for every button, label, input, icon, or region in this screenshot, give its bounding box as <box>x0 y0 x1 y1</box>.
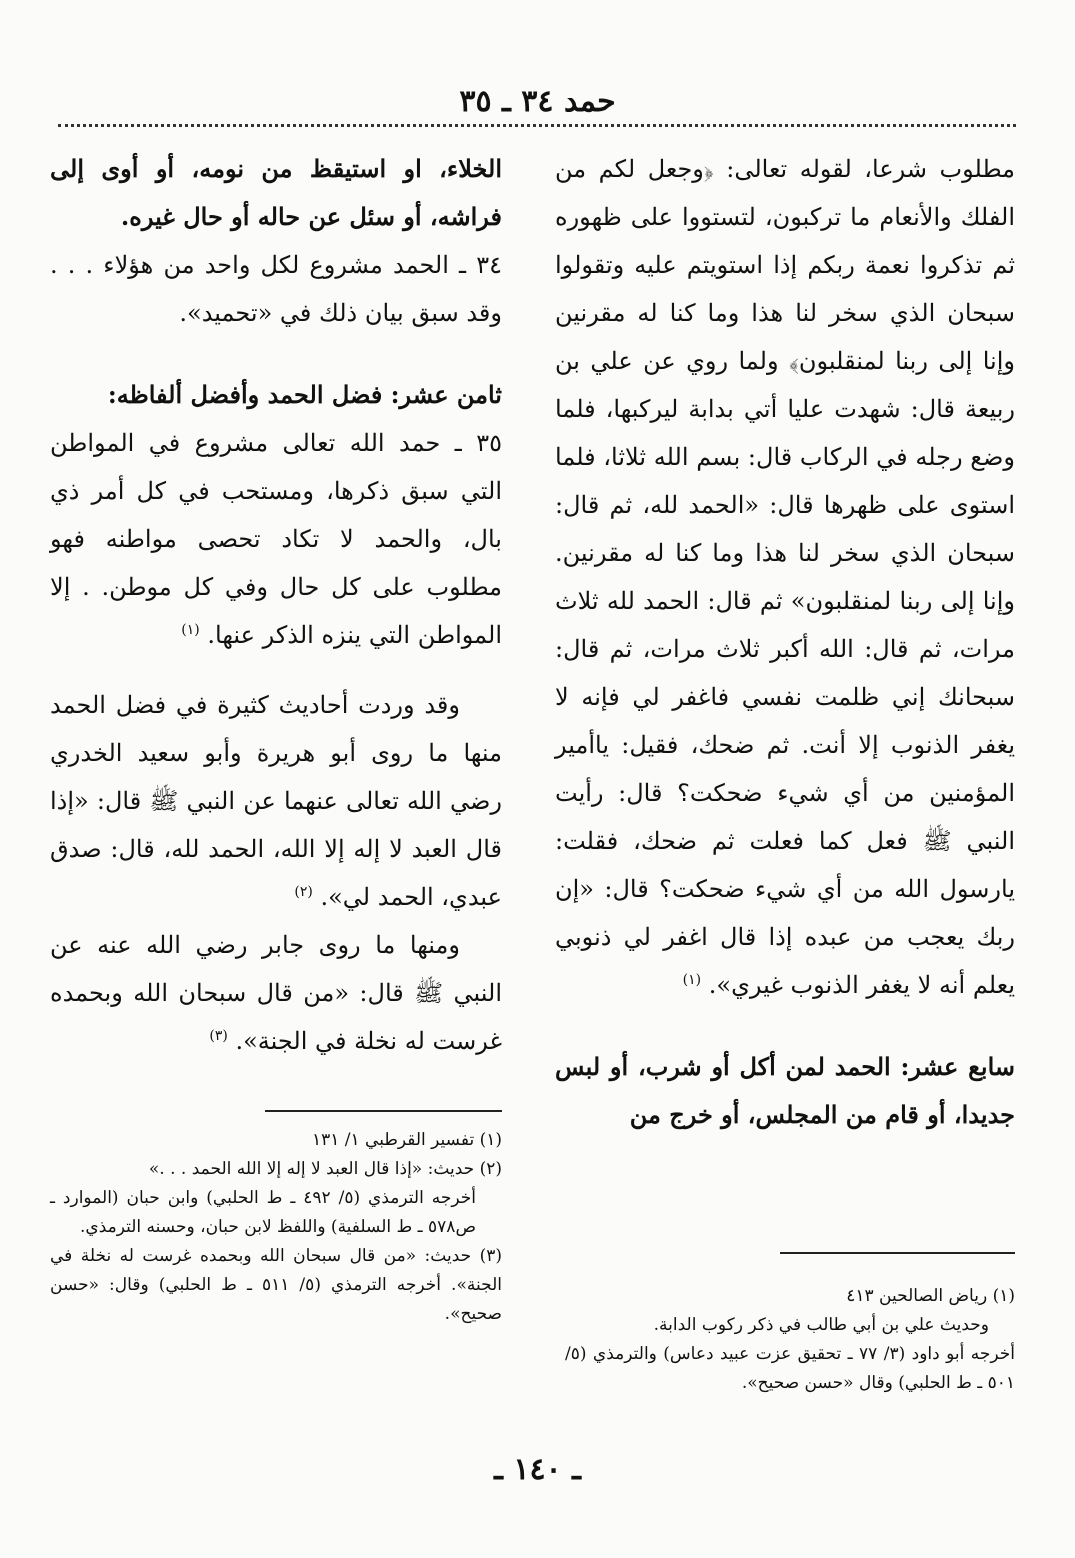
header-dotted-rule <box>58 124 1016 127</box>
footnote-rule-right <box>780 1252 1015 1254</box>
page-number: ـ ١٤٠ ـ <box>494 1452 581 1487</box>
paragraph-quran-verse <box>555 145 1015 1009</box>
footnote-right-2: وحديث علي بن أبي طالب في ذكر ركوب الدابة. <box>653 1315 989 1335</box>
section-heading-18: ثامن عشر: فضل الحمد وأفضل ألفاظه: <box>107 380 502 409</box>
paragraph-35-text: ٣٥ ـ حمد الله تعالى مشروع في المواطن التي سبق ذكرها، ومستحب في كل أمر ذي بال، والحمد لا تكاد تحصى مواطنه فهو مطلوب على كل حال وفي كل موطن. . إلا المواطن التي ينزه الذكر عنها. <box>50 429 502 649</box>
paragraph-hadith-1 <box>50 681 502 921</box>
paragraph-quran-verse-text: مطلوب شرعا، لقوله تعالى: ﴿وجعل لكم من الفلك والأنعام ما تركبون، لتستووا على ظهوره ثم تذكروا نعمة ربكم إذا استويتم عليه وتقولوا سبحان الذي سخر لنا هذا وما كنا له مقرنين وإنا إلى ربنا لمنقلبون﴾ ولما روي عن علي بن ربيعة قال: شهدت عليا أتي بدابة ليركبها، فلما وضع رجله في الركاب قال: بسم الله ثلاثا، فلما استوى على ظهرها قال: «الحمد لله، ثم قال: سبحان الذي سخر لنا هذا وما كنا له مقرنين. وإنا إلى ربنا لمنقلبون» ثم قال: الحمد لله ثلاث مرات، ثم قال: الله أكبر ثلاث مرات، ثم قال: سبحانك إني ظلمت نفسي فاغفر لي فإنه لا يغفر الذنوب إلا أنت. ثم ضحك، فقيل: ياأمير المؤمنين من أي شيء ضحكت؟ قال: رأيت النبي ﷺ فعل كما فعلت ثم ضحك، فقلت: يارسول الله من أي شيء ضحكت؟ قال: «إن ربك يعجب من عبده إذا قال اغفر لي ذنوبي يعلم أنه لا يغفر الذنوب غيري». <box>555 155 1016 999</box>
footnote-marker: (٢) <box>294 884 313 900</box>
paragraph-35 <box>50 419 502 659</box>
footnote-marker: (١) <box>682 972 702 988</box>
paragraph-hadith-2 <box>50 921 502 1065</box>
paragraph-hadith-1-text: وقد وردت أحاديث كثيرة في فضل الحمد منها ما روى أبو هريرة وأبو سعيد الخدري رضي الله تعالى عنهما عن النبي ﷺ قال: «إذا قال العبد لا إله إلا الله، الحمد لله، قال: صدق عبدي، الحمد لي». <box>50 691 502 911</box>
running-header: حمد ٣٤ ـ ٣٥ <box>459 84 616 119</box>
footnote-right-1: (١) رياض الصالحين ٤١٣ <box>846 1286 1015 1306</box>
footnotes-right <box>565 1282 1015 1398</box>
paragraph-34: ٣٤ ـ الحمد مشروع لكل واحد من هؤلاء . . . وقد سبق بيان ذلك في «تحميد». <box>50 251 502 327</box>
footnotes-left <box>50 1126 502 1329</box>
section-heading-17: سابع عشر: الحمد لمن أكل أو شرب، أو لبس جديدا، أو قام من المجلس، أو خرج من <box>555 1052 1015 1129</box>
footnote-left-2: (٢) حديث: «إذا قال العبد لا إله إلا الله الحمد . . .» <box>148 1159 502 1179</box>
footnote-right-3: أخرجه أبو داود (٣/ ٧٧ ـ تحقيق عزت عبيد دعاس) والترمذي (٥/ ٥٠١ ـ ط الحلبي) وقال «حسن صحيح». <box>565 1344 1015 1393</box>
footnote-left-1: (١) تفسير القرطبي ١/ ١٣١ <box>311 1130 502 1150</box>
footnote-rule-left <box>265 1110 502 1112</box>
right-column <box>555 145 1015 1139</box>
left-column <box>50 145 502 1065</box>
section-heading-17-continued: الخلاء، او استيقظ من نومه، أو أوى إلى فراشه، أو سئل عن حاله أو حال غيره. <box>50 154 502 231</box>
footnote-left-2-source: أخرجه الترمذي (٥/ ٤٩٢ ـ ط الحلبي) وابن حبان (الموارد ـ ص٥٧٨ ـ ط السلفية) واللفظ لابن حبان، وحسنه الترمذي. <box>50 1188 476 1237</box>
footnote-marker: (١) <box>181 622 200 638</box>
footnote-left-3: (٣) حديث: «من قال سبحان الله وبحمده غرست له نخلة في الجنة». أخرجه الترمذي (٥/ ٥١١ ـ ط الحلبي) وقال: «حسن صحيح». <box>50 1246 502 1324</box>
paragraph-hadith-2-text: ومنها ما روى جابر رضي الله عنه عن النبي ﷺ قال: «من قال سبحان الله وبحمده غرست له نخلة في الجنة». <box>50 931 502 1055</box>
footnote-marker: (٣) <box>209 1028 228 1044</box>
